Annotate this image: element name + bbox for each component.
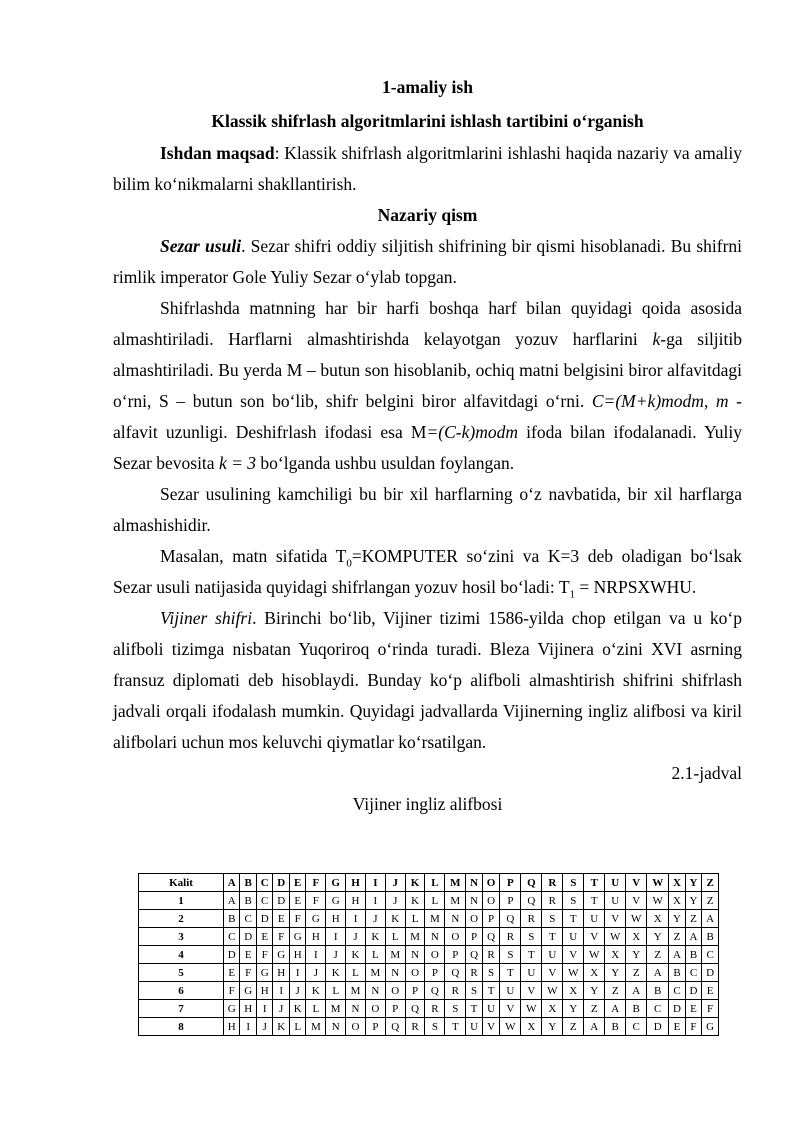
table-cell: Y bbox=[685, 892, 701, 910]
table-cell: R bbox=[466, 964, 482, 982]
table-cell: X bbox=[605, 946, 626, 964]
table-cell: A bbox=[605, 1000, 626, 1018]
table-row bbox=[139, 892, 719, 910]
table-cell: L bbox=[289, 1018, 305, 1036]
table-cell: M bbox=[385, 946, 405, 964]
table-cell: G bbox=[224, 1000, 240, 1018]
table-cell: N bbox=[326, 1018, 346, 1036]
table-cell: O bbox=[385, 982, 405, 1000]
table-cell: P bbox=[405, 982, 425, 1000]
header-letter: I bbox=[365, 874, 385, 892]
table-cell: E bbox=[685, 1000, 701, 1018]
table-cell: A bbox=[685, 928, 701, 946]
table-row bbox=[139, 910, 719, 928]
subscript-1: 1 bbox=[569, 588, 576, 601]
table-cell: R bbox=[405, 1018, 425, 1036]
table-cell: G bbox=[289, 928, 305, 946]
header-letter: V bbox=[626, 874, 647, 892]
vigenere-text: . Birinchi bo‘lib, Vijiner tizimi 1586-yilda chop etilgan va u ko‘p alifboli tizimga nisbatan Yuqoriroq o‘rinda turadi. Bleza Vijinera o‘zini XVI asrning fransuz diplomati deb hisoblaydi. Bunday ko‘p alifboli almashtirish shifrini shifrlash jadvali orqali ifodalash mumkin. Quyidagi jadvallarda Vijinerning ingliz alifbosi va kiril alifbolari uchun mos keluvchi qiymatlar ko‘rsatilgan. bbox=[113, 608, 742, 752]
rule-text-f: bo‘lganda ushbu usuldan foylangan. bbox=[256, 453, 515, 473]
goal-label: Ishdan maqsad bbox=[160, 143, 275, 163]
table-cell: N bbox=[346, 1000, 366, 1018]
header-letter: N bbox=[466, 874, 482, 892]
table-cell: O bbox=[405, 964, 425, 982]
table-cell: Q bbox=[445, 964, 466, 982]
table-cell: J bbox=[365, 910, 385, 928]
header-letter: E bbox=[289, 874, 305, 892]
caesar-rule-paragraph bbox=[113, 293, 742, 479]
table-number: 2.1-jadval bbox=[671, 763, 742, 783]
table-cell: B bbox=[685, 946, 701, 964]
table-cell: X bbox=[584, 964, 605, 982]
table-cell: N bbox=[385, 964, 405, 982]
table-cell: Z bbox=[685, 910, 701, 928]
table-cell: Q bbox=[425, 982, 445, 1000]
table-cell: C bbox=[224, 928, 240, 946]
table-cell: A bbox=[224, 892, 240, 910]
table-cell: X bbox=[669, 892, 685, 910]
table-cell: T bbox=[521, 946, 542, 964]
table-cell: W bbox=[605, 928, 626, 946]
table-cell: D bbox=[224, 946, 240, 964]
table-cell: U bbox=[563, 928, 584, 946]
table-cell: Y bbox=[542, 1018, 563, 1036]
table-cell: G bbox=[326, 892, 346, 910]
table-cell: H bbox=[224, 1018, 240, 1036]
table-cell: Q bbox=[482, 928, 500, 946]
table-cell: P bbox=[445, 946, 466, 964]
table-cell: R bbox=[542, 892, 563, 910]
rule-text-e: ifoda bilan ifodalanadi. Yuliy Sezar bevosita bbox=[113, 422, 743, 473]
rule-k: k bbox=[652, 329, 661, 349]
table-cell: O bbox=[482, 892, 500, 910]
table-cell: Q bbox=[500, 910, 521, 928]
table-cell: P bbox=[500, 892, 521, 910]
table-cell: T bbox=[445, 1018, 466, 1036]
document-subheading: Klassik shifrlash algoritmlarini ishlash tartibini o‘rganish bbox=[211, 111, 644, 131]
table-cell: U bbox=[521, 964, 542, 982]
header-letter: X bbox=[669, 874, 685, 892]
table-cell: W bbox=[584, 946, 605, 964]
header-letter: W bbox=[647, 874, 669, 892]
table-cell: N bbox=[425, 928, 445, 946]
table-cell: U bbox=[542, 946, 563, 964]
table-cell: I bbox=[289, 964, 305, 982]
table-cell: A bbox=[647, 964, 669, 982]
table-cell: E bbox=[289, 892, 305, 910]
table-cell: E bbox=[224, 964, 240, 982]
table-cell: T bbox=[500, 964, 521, 982]
table-cell: V bbox=[500, 1000, 521, 1018]
document-page bbox=[113, 70, 742, 820]
table-cell: Z bbox=[584, 1000, 605, 1018]
table-cell: W bbox=[626, 910, 647, 928]
example-text-b: =KOMPUTER so‘zini va K=3 deb oladigan bo‘lsak Sezar usuli natijasida quyidagi shifrlangan yozuv hosil bo‘ladi: T bbox=[113, 546, 742, 597]
table-cell: Q bbox=[466, 946, 482, 964]
table-row bbox=[139, 928, 719, 946]
row-key: 3 bbox=[139, 928, 224, 946]
table-cell: Y bbox=[605, 964, 626, 982]
header-letter: R bbox=[542, 874, 563, 892]
table-cell: M bbox=[405, 928, 425, 946]
table-cell: Z bbox=[702, 892, 719, 910]
table-cell: K bbox=[326, 964, 346, 982]
table-cell: H bbox=[240, 1000, 256, 1018]
table-cell: H bbox=[346, 892, 366, 910]
table-cell: C bbox=[626, 1018, 647, 1036]
table-cell: D bbox=[647, 1018, 669, 1036]
table-cell: Y bbox=[669, 910, 685, 928]
table-cell: Z bbox=[647, 946, 669, 964]
decrypt-formula: =(C-k)modm bbox=[426, 422, 519, 442]
table-cell: N bbox=[445, 910, 466, 928]
table-cell: J bbox=[256, 1018, 272, 1036]
table-cell: I bbox=[306, 946, 326, 964]
table-cell: R bbox=[500, 928, 521, 946]
table-cell: T bbox=[563, 910, 584, 928]
table-cell: H bbox=[306, 928, 326, 946]
table-cell: D bbox=[240, 928, 256, 946]
encrypt-formula: C=(M+k)modm bbox=[591, 391, 704, 411]
rule-m: m bbox=[715, 391, 729, 411]
row-key: 2 bbox=[139, 910, 224, 928]
table-cell: E bbox=[702, 982, 719, 1000]
table-cell: M bbox=[365, 964, 385, 982]
rule-text-a: Shifrlashda matnning har bir harfi boshqa harf bilan quyidagi qoida asosida almashtiriladi. Harflarni almashtirishda kelayotgan yozuv harflarini bbox=[113, 298, 742, 349]
rule-k3: k = 3 bbox=[218, 453, 257, 473]
caesar-intro-paragraph bbox=[113, 231, 742, 293]
table-cell: J bbox=[385, 892, 405, 910]
vigenere-paragraph bbox=[113, 603, 742, 758]
header-kalit: Kalit bbox=[139, 874, 224, 892]
table-row bbox=[139, 1000, 719, 1018]
table-cell: R bbox=[482, 946, 500, 964]
table-cell: I bbox=[273, 982, 289, 1000]
table-cell: S bbox=[482, 964, 500, 982]
table-cell: N bbox=[466, 892, 482, 910]
example-text-a: Masalan, matn sifatida T bbox=[160, 546, 347, 566]
table-cell: D bbox=[685, 982, 701, 1000]
table-cell: W bbox=[521, 1000, 542, 1018]
table-cell: R bbox=[521, 910, 542, 928]
table-cell: C bbox=[647, 1000, 669, 1018]
row-key: 6 bbox=[139, 982, 224, 1000]
header-letter: M bbox=[445, 874, 466, 892]
table-cell: P bbox=[425, 964, 445, 982]
table-cell: E bbox=[256, 928, 272, 946]
table-cell: M bbox=[326, 1000, 346, 1018]
caesar-intro-text: . Sezar shifri oddiy siljitish shifrining bir qismi hisoblanadi. Bu shifrni rimlik imperator Gole Yuliy Sezar o‘ylab topgan. bbox=[113, 236, 743, 287]
table-cell: J bbox=[306, 964, 326, 982]
table-cell: V bbox=[584, 928, 605, 946]
table-cell: X bbox=[521, 1018, 542, 1036]
table-cell: C bbox=[685, 964, 701, 982]
table-cell: P bbox=[482, 910, 500, 928]
header-letter: D bbox=[273, 874, 289, 892]
table-cell: I bbox=[256, 1000, 272, 1018]
table-cell: V bbox=[521, 982, 542, 1000]
table-cell: B bbox=[605, 1018, 626, 1036]
caesar-example-paragraph bbox=[113, 541, 742, 603]
table-cell: S bbox=[563, 892, 584, 910]
table-cell: G bbox=[273, 946, 289, 964]
table-cell: E bbox=[273, 910, 289, 928]
header-letter: Y bbox=[685, 874, 701, 892]
table-cell: H bbox=[289, 946, 305, 964]
row-key: 5 bbox=[139, 964, 224, 982]
table-cell: E bbox=[240, 946, 256, 964]
table-cell: O bbox=[466, 910, 482, 928]
table-cell: S bbox=[445, 1000, 466, 1018]
table-cell: X bbox=[563, 982, 584, 1000]
table-cell: V bbox=[563, 946, 584, 964]
table-cell: W bbox=[542, 982, 563, 1000]
table-cell: Y bbox=[563, 1000, 584, 1018]
table-cell: Z bbox=[605, 982, 626, 1000]
table-cell: C bbox=[669, 982, 685, 1000]
header-letter: H bbox=[346, 874, 366, 892]
row-key: 8 bbox=[139, 1018, 224, 1036]
header-letter: A bbox=[224, 874, 240, 892]
table-cell: S bbox=[425, 1018, 445, 1036]
table-cell: W bbox=[647, 892, 669, 910]
table-cell: A bbox=[669, 946, 685, 964]
table-cell: Y bbox=[647, 928, 669, 946]
table-cell: D bbox=[273, 892, 289, 910]
table-cell: U bbox=[605, 892, 626, 910]
table-cell: O bbox=[445, 928, 466, 946]
table-header-row bbox=[139, 874, 719, 892]
table-cell: V bbox=[626, 892, 647, 910]
table-cell: F bbox=[256, 946, 272, 964]
table-cell: S bbox=[542, 910, 563, 928]
goal-text: : Klassik shifrlash algoritmlarini ishlashi haqida nazariy va amaliy bilim ko‘nikmalarni shakllantirish. bbox=[113, 143, 742, 194]
row-key: 1 bbox=[139, 892, 224, 910]
table-cell: J bbox=[289, 982, 305, 1000]
example-text-c: = NRPSXWHU. bbox=[575, 577, 697, 597]
table-cell: I bbox=[326, 928, 346, 946]
header-letter: G bbox=[326, 874, 346, 892]
table-cell: L bbox=[365, 946, 385, 964]
table-cell: H bbox=[326, 910, 346, 928]
table-cell: C bbox=[702, 946, 719, 964]
table-cell: G bbox=[702, 1018, 719, 1036]
rule-text-b: -ga siljitib almashtiriladi. Bu yerda M – butun son hisoblanib, ochiq matni belgisini biror alfavitdagi o‘rni, S – butun son bo‘lib, shifr belgini biror alfavitdagi o‘rni. bbox=[113, 329, 742, 411]
table-cell: P bbox=[365, 1018, 385, 1036]
table-cell: B bbox=[702, 928, 719, 946]
table-cell: P bbox=[385, 1000, 405, 1018]
table-cell: F bbox=[702, 1000, 719, 1018]
table-cell: B bbox=[669, 964, 685, 982]
rule-text-d: - alfavit uzunligi. Deshifrlash ifodasi esa M bbox=[113, 391, 742, 442]
table-cell: X bbox=[542, 1000, 563, 1018]
table-cell: I bbox=[346, 910, 366, 928]
header-letter: P bbox=[500, 874, 521, 892]
table-caption: Vijiner ingliz alifbosi bbox=[352, 794, 503, 814]
table-cell: J bbox=[273, 1000, 289, 1018]
table-cell: B bbox=[647, 982, 669, 1000]
table-cell: Z bbox=[626, 964, 647, 982]
table-cell: Y bbox=[626, 946, 647, 964]
vigenere-table bbox=[138, 873, 719, 1036]
table-cell: I bbox=[240, 1018, 256, 1036]
table-cell: U bbox=[584, 910, 605, 928]
table-cell: T bbox=[584, 892, 605, 910]
table-cell: M bbox=[346, 982, 366, 1000]
table-cell: W bbox=[563, 964, 584, 982]
table-cell: C bbox=[256, 892, 272, 910]
table-row bbox=[139, 982, 719, 1000]
table-cell: L bbox=[346, 964, 366, 982]
table-row bbox=[139, 964, 719, 982]
goal-paragraph bbox=[113, 138, 742, 200]
table-cell: G bbox=[256, 964, 272, 982]
table-cell: N bbox=[365, 982, 385, 1000]
row-key: 7 bbox=[139, 1000, 224, 1018]
table-cell: W bbox=[500, 1018, 521, 1036]
table-cell: A bbox=[702, 910, 719, 928]
table-cell: Q bbox=[405, 1000, 425, 1018]
table-cell: T bbox=[466, 1000, 482, 1018]
table-cell: H bbox=[273, 964, 289, 982]
rule-text-c: , bbox=[703, 391, 716, 411]
table-row bbox=[139, 946, 719, 964]
table-cell: G bbox=[240, 982, 256, 1000]
table-cell: K bbox=[289, 1000, 305, 1018]
table-cell: F bbox=[240, 964, 256, 982]
table-cell: L bbox=[405, 910, 425, 928]
table-cell: D bbox=[669, 1000, 685, 1018]
table-cell: K bbox=[405, 892, 425, 910]
table-cell: F bbox=[306, 892, 326, 910]
header-letter: L bbox=[425, 874, 445, 892]
table-cell: K bbox=[306, 982, 326, 1000]
table-cell: K bbox=[385, 910, 405, 928]
header-letter: O bbox=[482, 874, 500, 892]
table-cell: U bbox=[500, 982, 521, 1000]
table-cell: S bbox=[521, 928, 542, 946]
table-cell: R bbox=[425, 1000, 445, 1018]
table-cell: V bbox=[482, 1018, 500, 1036]
table-cell: K bbox=[365, 928, 385, 946]
table-cell: Q bbox=[385, 1018, 405, 1036]
header-letter: S bbox=[563, 874, 584, 892]
header-letter: F bbox=[306, 874, 326, 892]
table-cell: F bbox=[224, 982, 240, 1000]
table-cell: I bbox=[365, 892, 385, 910]
table-cell: X bbox=[647, 910, 669, 928]
caesar-label: Sezar usuli bbox=[160, 236, 242, 256]
table-cell: A bbox=[626, 982, 647, 1000]
table-cell: J bbox=[346, 928, 366, 946]
document-heading: 1-amaliy ish bbox=[382, 77, 473, 97]
table-cell: X bbox=[626, 928, 647, 946]
table-cell: D bbox=[256, 910, 272, 928]
subscript-0: 0 bbox=[346, 557, 352, 570]
table-cell: Y bbox=[584, 982, 605, 1000]
table-cell: S bbox=[466, 982, 482, 1000]
table-cell: C bbox=[240, 910, 256, 928]
table-cell: V bbox=[542, 964, 563, 982]
header-letter: B bbox=[240, 874, 256, 892]
table-cell: B bbox=[240, 892, 256, 910]
table-cell: N bbox=[405, 946, 425, 964]
table-cell: H bbox=[256, 982, 272, 1000]
table-cell: U bbox=[466, 1018, 482, 1036]
table-cell: V bbox=[605, 910, 626, 928]
table-cell: J bbox=[326, 946, 346, 964]
table-cell: L bbox=[425, 892, 445, 910]
section-title: Nazariy qism bbox=[377, 205, 478, 225]
table-cell: S bbox=[500, 946, 521, 964]
vigenere-label: Vijiner shifri bbox=[160, 608, 253, 628]
table-cell: F bbox=[273, 928, 289, 946]
table-cell: O bbox=[365, 1000, 385, 1018]
table-cell: O bbox=[425, 946, 445, 964]
table-cell: K bbox=[346, 946, 366, 964]
table-cell: Z bbox=[563, 1018, 584, 1036]
header-letter: U bbox=[605, 874, 626, 892]
row-key: 4 bbox=[139, 946, 224, 964]
header-letter: Z bbox=[702, 874, 719, 892]
table-body bbox=[139, 892, 719, 1036]
table-cell: F bbox=[685, 1018, 701, 1036]
table-cell: K bbox=[273, 1018, 289, 1036]
table-row bbox=[139, 1018, 719, 1036]
table-cell: T bbox=[482, 982, 500, 1000]
table-cell: B bbox=[626, 1000, 647, 1018]
table-cell: T bbox=[542, 928, 563, 946]
header-letter: K bbox=[405, 874, 425, 892]
header-letter: C bbox=[256, 874, 272, 892]
table-cell: D bbox=[702, 964, 719, 982]
table-cell: E bbox=[669, 1018, 685, 1036]
table-cell: O bbox=[346, 1018, 366, 1036]
table-cell: M bbox=[445, 892, 466, 910]
header-letter: Q bbox=[521, 874, 542, 892]
table-cell: G bbox=[306, 910, 326, 928]
table-cell: P bbox=[466, 928, 482, 946]
table-cell: Q bbox=[521, 892, 542, 910]
table-cell: B bbox=[224, 910, 240, 928]
table-cell: Z bbox=[669, 928, 685, 946]
table-cell: M bbox=[306, 1018, 326, 1036]
caesar-drawback-paragraph: Sezar usulining kamchiligi bu bir xil harflarning o‘z navbatida, bir xil harflarga almashishidir. bbox=[113, 484, 742, 535]
table-cell: F bbox=[289, 910, 305, 928]
table-cell: L bbox=[306, 1000, 326, 1018]
header-letter: T bbox=[584, 874, 605, 892]
table-cell: U bbox=[482, 1000, 500, 1018]
table-cell: R bbox=[445, 982, 466, 1000]
header-letter: J bbox=[385, 874, 405, 892]
table-cell: M bbox=[425, 910, 445, 928]
table-cell: L bbox=[385, 928, 405, 946]
table-cell: L bbox=[326, 982, 346, 1000]
table-cell: A bbox=[584, 1018, 605, 1036]
